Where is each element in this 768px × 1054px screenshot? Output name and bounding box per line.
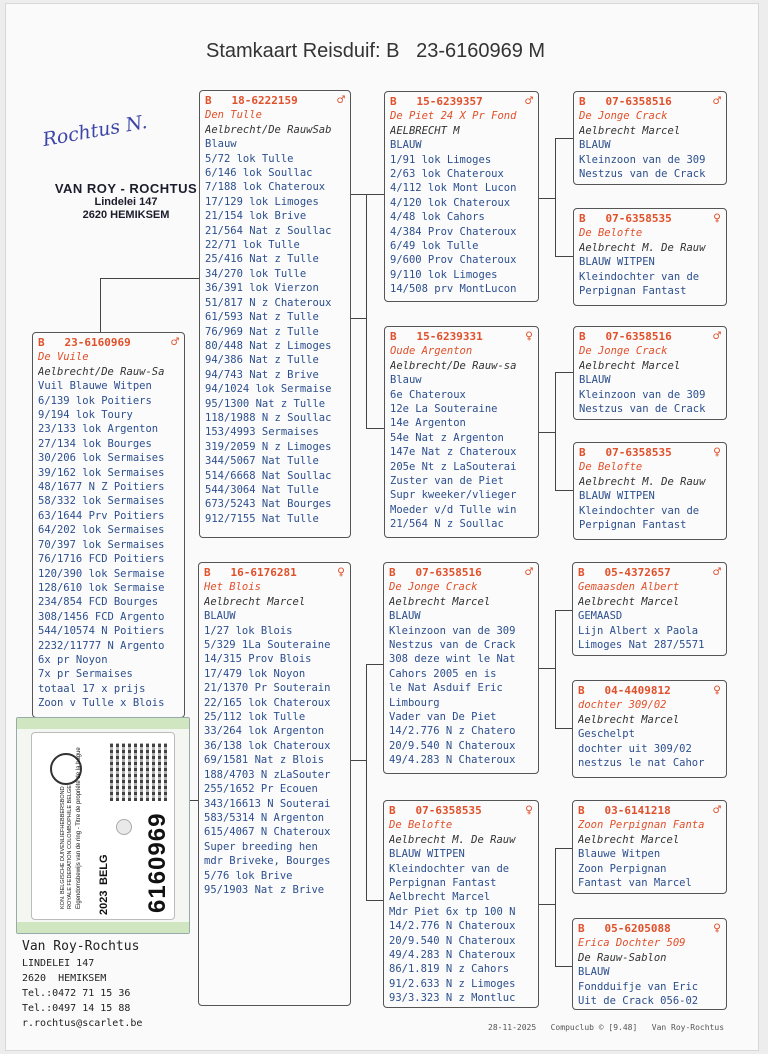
pigeon-detail-line: 12e La Souteraine [390, 403, 498, 416]
ring-code: B 07-6358516 [579, 95, 672, 108]
pigeon-detail-line: 17/479 lok Noyon [204, 667, 306, 680]
page-title: Stamkaart Reisduif: B 23-6160969 M [206, 40, 546, 62]
pigeon-detail-line: 514/6668 Nat Soullac [205, 469, 332, 482]
pigeon-detail-line: 63/1644 Prv Poitiers [38, 509, 165, 522]
pigeon-detail-line: 64/202 lok Sermaises [38, 524, 165, 537]
pigeon-detail-line: 21/1370 Pr Souterain [204, 682, 331, 695]
ring-code: B 07-6358535 [579, 212, 672, 225]
pigeon-detail-line: 76/1716 FCD Poitiers [38, 553, 165, 566]
ring-code: B 05-4372657 [578, 566, 671, 579]
pigeon-detail-line: 128/610 lok Sermaise [38, 581, 165, 594]
pigeon-detail-line: 4/384 Prov Chateroux [390, 225, 517, 238]
pigeon-detail-line: 7/188 lok Chateroux [205, 181, 326, 194]
ring-card-inner [31, 732, 175, 920]
sex-icon: ♀ [713, 683, 721, 698]
pigeon-detail-line: 583/5314 N Argenton [204, 811, 325, 824]
card-green-band [17, 922, 189, 933]
sex-icon: ♂ [713, 329, 721, 344]
pigeon-detail-line: 2232/11777 N Argento [38, 639, 165, 652]
pigeon-detail-line: 6e Chateroux [390, 388, 466, 401]
connector-line [555, 490, 573, 491]
sex-icon: ♂ [525, 565, 533, 580]
ring-code-header [578, 566, 721, 580]
pigeon-name: Erica Dochter 509 [578, 937, 686, 950]
pigeon-detail-line: 61/593 Nat z Tulle [205, 311, 319, 324]
ring-code: B 07-6358516 [579, 330, 672, 343]
sex-icon: ♀ [713, 445, 721, 460]
pigeon-detail-line: Kleinzoon van de 309 [389, 624, 516, 637]
pigeon-detail-line: Aelbrecht Marcel [389, 891, 491, 904]
pigeon-detail-line: 2/63 lok Chateroux [390, 168, 504, 181]
pigeon-detail-line: le Nat Asduif Eric [389, 682, 503, 695]
pigeon-detail-line: Blauwe Witpen [578, 848, 661, 861]
connector-line [366, 664, 367, 900]
pedigree-card-maternal-grandmother [383, 800, 539, 1008]
pigeon-detail-line: 22/71 lok Tulle [205, 239, 300, 252]
pigeon-name: De Piet 24 X Pr Fond [390, 110, 517, 123]
pedigree-card-paternal-grandmother [384, 326, 539, 538]
connector-line [555, 138, 556, 256]
breeder-phone-2: Tel.:0497 14 15 88 [22, 1003, 131, 1014]
connector-line [555, 848, 573, 849]
pigeon-detail-line: 5/329 1La Souteraine [204, 639, 331, 652]
ring-code: B 05-6205088 [578, 922, 671, 935]
sex-icon: ♂ [713, 565, 721, 580]
sex-icon: ♀ [525, 329, 533, 344]
ownership-text: Eigendomsbewijs van de ring - Titre de propriété de la bague [76, 747, 82, 909]
pigeon-detail-line: GEMAASD [578, 610, 623, 623]
pedigree-card-father [199, 90, 351, 538]
pigeon-detail-line: 51/817 N z Chateroux [205, 296, 332, 309]
pigeon-detail-line: 54e Nat z Argenton [390, 431, 504, 444]
connector-line [555, 138, 573, 139]
stamp-line-1: VAN ROY - ROCHTUS [54, 181, 198, 196]
pigeon-detail-line: 673/5243 Nat Bourges [205, 498, 332, 511]
pedigree-card-ggp-6 [572, 680, 727, 778]
pigeon-detail-line: Kleinzoon van de 309 [579, 153, 706, 166]
pigeon-detail-line: 9/600 Prov Chateroux [390, 254, 517, 267]
pigeon-detail-line: 308/1456 FCD Argento [38, 610, 165, 623]
pigeon-detail-line: 153/4993 Sermaises [205, 426, 319, 439]
sex-icon: ♀ [337, 565, 345, 580]
pedigree-card-ggp-8 [572, 918, 727, 1010]
pigeon-detail-line: 6/49 lok Tulle [390, 240, 479, 253]
pigeon-detail-line: Vader van De Piet [389, 711, 497, 724]
sex-icon: ♂ [171, 335, 179, 350]
pedigree-card-ggp-1 [573, 91, 727, 185]
pigeon-detail-line: 25/416 Nat z Tulle [205, 253, 319, 266]
pigeon-name: De Jonge Crack [579, 110, 668, 123]
pedigree-card-ggp-2 [573, 208, 727, 306]
pigeon-detail-line: 319/2059 N z Limoges [205, 440, 332, 453]
pigeon-detail-line: Limbourg [389, 696, 440, 709]
pigeon-detail-line: 36/138 lok Chateroux [204, 739, 331, 752]
print-footer: 28-11-2025 Compuclub © [9.48] Van Roy-Rochtus [488, 1023, 725, 1032]
pigeon-detail-line: Super breeding hen [204, 840, 318, 853]
pedigree-card-paternal-grandfather [384, 91, 539, 302]
ring-code: B 04-4409812 [578, 684, 671, 697]
sex-icon: ♀ [713, 211, 721, 226]
pigeon-detail-line: 70/397 lok Sermaises [38, 538, 165, 551]
ring-ownership-card [16, 717, 190, 934]
pigeon-detail-line: 20/9.540 N Chateroux [389, 934, 516, 947]
pigeon-name: De Belofte [579, 461, 643, 474]
ring-code-header [389, 566, 533, 580]
pigeon-detail-line: 91/2.633 N z Limoges [389, 977, 516, 990]
pigeon-detail-line: Blauw [390, 374, 422, 387]
pigeon-detail-line: 36/391 lok Vierzon [205, 282, 319, 295]
pigeon-detail-line: 344/5067 Nat Tulle [205, 455, 319, 468]
connector-line [555, 848, 556, 966]
pigeon-detail-line: 80/448 Nat z Limoges [205, 339, 332, 352]
pigeon-detail-line: 14/508 prv MontLucon [390, 283, 517, 296]
pigeon-owner: Aelbrecht/De Rauw-Sa [38, 365, 165, 378]
connector-line [350, 194, 367, 195]
breeder-name: Van Roy-Rochtus [22, 939, 140, 954]
pigeon-owner: Aelbrecht M. De Rauw [389, 833, 516, 846]
pigeon-detail-line: 86/1.819 N z Cahors [389, 963, 510, 976]
pigeon-detail-line: Moeder v/d Tulle win [390, 503, 517, 516]
ring-code-header [38, 336, 179, 350]
breeder-street: LINDELEI 147 [22, 958, 95, 969]
ring-code: B 23-6160969 [38, 336, 131, 349]
pigeon-detail-line: 95/1300 Nat z Tulle [205, 397, 326, 410]
connector-line [366, 318, 367, 428]
pigeon-detail-line: 205e Nt z LaSouterai [390, 460, 517, 473]
pigeon-owner: Aelbrecht M. De Rauw [579, 475, 706, 488]
pigeon-detail-line: Zoon v Tulle x Blois [38, 697, 165, 710]
pigeon-detail-line: 912/7155 Nat Tulle [205, 512, 319, 525]
pigeon-detail-line: Cahors 2005 en is [389, 667, 497, 680]
pigeon-detail-line: 234/854 FCD Bourges [38, 596, 159, 609]
breeder-phone-1: Tel.:0472 71 15 36 [22, 988, 131, 999]
pigeon-detail-line: Uit de Crack 056-02 [578, 995, 699, 1008]
pigeon-name: De Belofte [389, 819, 453, 832]
pigeon-detail-line: 27/134 lok Bourges [38, 437, 152, 450]
pigeon-detail-line: 5/72 lok Tulle [205, 152, 294, 165]
connector-line [366, 900, 384, 901]
pigeon-detail-line: Perpignan Fantast [579, 285, 687, 298]
pigeon-detail-line: 21/154 lok Brive [205, 210, 307, 223]
stamp-line-2: Lindelei 147 [94, 196, 158, 208]
ring-code-header [579, 330, 721, 344]
pigeon-detail-line: Supr kweeker/vlieger [390, 489, 517, 502]
pigeon-name: Den Tulle [205, 109, 262, 122]
connector-line [555, 610, 573, 611]
pigeon-detail-line: 5/76 lok Brive [204, 869, 293, 882]
pigeon-detail-line: Blauw [205, 138, 237, 151]
connector-line [555, 966, 573, 967]
sex-icon: ♂ [337, 93, 345, 108]
pigeon-detail-line: 14e Argenton [390, 417, 466, 430]
pigeon-detail-line: 544/10574 N Poitiers [38, 625, 165, 638]
pigeon-owner: Aelbrecht Marcel [579, 124, 681, 137]
pigeon-detail-line: 34/270 lok Tulle [205, 267, 307, 280]
pigeon-detail-line: 9/194 lok Toury [38, 409, 133, 422]
pigeon-detail-line: 94/386 Nat z Tulle [205, 354, 319, 367]
pedigree-card-mother [198, 562, 351, 1006]
pigeon-owner: Aelbrecht M. De Rauw [579, 241, 706, 254]
pigeon-detail-line: 118/1988 N z Soullac [205, 411, 332, 424]
ring-code-header [205, 94, 345, 108]
ring-number: 6160969 [144, 812, 171, 913]
breeder-contact [22, 938, 142, 1031]
connector-line [350, 760, 367, 761]
pigeon-detail-line: Zuster van de Piet [390, 475, 504, 488]
pigeon-detail-line: 343/16613 N Souterai [204, 797, 331, 810]
pigeon-detail-line: totaal 17 x prijs [38, 682, 146, 695]
pigeon-detail-line: 615/4067 N Chateroux [204, 826, 331, 839]
pigeon-detail-line: Fondduifje van Eric [578, 980, 699, 993]
pigeon-detail-line: 95/1903 Nat z Brive [204, 883, 325, 896]
pigeon-detail-line: mdr Briveke, Bourges [204, 855, 331, 868]
pigeon-owner: Aelbrecht Marcel [389, 595, 491, 608]
pigeon-name: Gemaasden Albert [578, 581, 680, 594]
pigeon-detail-line: 94/1024 lok Sermaise [205, 383, 332, 396]
ring-code: B 07-6358535 [389, 804, 482, 817]
pigeon-owner: Aelbrecht Marcel [578, 595, 680, 608]
pigeon-detail-line: 120/390 lok Sermaise [38, 567, 165, 580]
pigeon-detail-line: Perpignan Fantast [389, 877, 497, 890]
pigeon-detail-line: 14/2.776 N z Chatero [389, 725, 516, 738]
connector-line [100, 278, 101, 332]
pigeon-detail-line: 69/1581 Nat z Blois [204, 754, 325, 767]
pigeon-detail-line: 20/9.540 N Chateroux [389, 739, 516, 752]
pigeon-detail-line: nestzus le nat Cahor [578, 757, 705, 770]
ring-country: BELG [98, 854, 110, 885]
stamp-line-3: 2620 HEMIKSEM [82, 209, 170, 221]
pigeon-detail-line: BLAUW WITPEN [389, 848, 465, 861]
pigeon-owner: Aelbrecht/De RauwSab [205, 123, 332, 136]
sex-icon: ♂ [713, 803, 721, 818]
pigeon-detail-line: 6/146 lok Soullac [205, 167, 313, 180]
connector-line [350, 318, 367, 319]
pigeon-name: De Jonge Crack [579, 345, 668, 358]
connector-line [538, 904, 556, 905]
pigeon-detail-line: Kleinzoon van de 309 [579, 388, 706, 401]
ring-code-header [390, 95, 533, 109]
pigeon-detail-line: Zoon Perpignan [578, 862, 667, 875]
pigeon-detail-line: BLAUW [579, 139, 611, 152]
pigeon-detail-line: 147e Nat z Chateroux [390, 446, 517, 459]
pigeon-detail-line: 255/1652 Pr Ecouen [204, 783, 318, 796]
ring-code-header [204, 566, 345, 580]
pigeon-detail-line: 94/743 Nat z Brive [205, 368, 319, 381]
ring-code: B 18-6222159 [205, 94, 298, 107]
qr-code-overlay [110, 743, 168, 801]
ring-code: B 03-6141218 [578, 804, 671, 817]
pigeon-detail-line: Mdr Piet 6x tp 100 N [389, 905, 516, 918]
sex-icon: ♂ [525, 94, 533, 109]
pigeon-detail-line: 33/264 lok Argenton [204, 725, 325, 738]
pigeon-detail-line: 6x pr Noyon [38, 653, 108, 666]
pigeon-owner: Aelbrecht Marcel [578, 713, 680, 726]
pigeon-detail-line: Nestzus van de Crack [579, 403, 706, 416]
pigeon-detail-line: 1/91 lok Limoges [390, 153, 492, 166]
handwritten-signature: Rochtus N. [40, 110, 149, 152]
pigeon-detail-line: BLAUW [204, 610, 236, 623]
ring-code: B 16-6176281 [204, 566, 297, 579]
federation-text-nl: KON. BELGISCHE DUIVENLIEFHEBBERSBOND [60, 786, 66, 909]
pigeon-detail-line: Kleindochter van de [389, 862, 510, 875]
pigeon-detail-line: Lijn Albert x Paola [578, 624, 699, 637]
pigeon-detail-line: dochter uit 309/02 [578, 742, 692, 755]
pigeon-owner: Aelbrecht Marcel [579, 359, 681, 372]
pigeon-detail-line: 21/564 N z Soullac [390, 518, 504, 531]
sex-icon: ♀ [525, 803, 533, 818]
pigeon-detail-line: 1/27 lok Blois [204, 624, 293, 637]
connector-line [538, 198, 556, 199]
pigeon-name: De Vuile [38, 351, 89, 364]
pigeon-detail-line: 4/48 lok Cahors [390, 211, 485, 224]
pigeon-owner: Aelbrecht Marcel [204, 595, 306, 608]
pigeon-detail-line: 58/332 lok Sermaises [38, 495, 165, 508]
pigeon-detail-line: 93/3.323 N z Montluc [389, 992, 516, 1005]
pedigree-card-ggp-4 [573, 442, 727, 540]
pigeon-detail-line: BLAUW [390, 139, 422, 152]
connector-line [538, 668, 556, 669]
pigeon-detail-line: 30/206 lok Sermaises [38, 452, 165, 465]
pigeon-detail-line: 17/129 lok Limoges [205, 195, 319, 208]
ring-code-header [579, 212, 721, 226]
ring-code-header [579, 95, 721, 109]
pigeon-detail-line: BLAUW [579, 374, 611, 387]
card-green-band [17, 718, 189, 729]
pigeon-detail-line: 25/112 lok Tulle [204, 711, 306, 724]
pigeon-owner: AELBRECHT M [390, 124, 460, 137]
pigeon-detail-line: 22/165 lok Chateroux [204, 696, 331, 709]
pigeon-detail-line: 23/133 lok Argenton [38, 423, 159, 436]
connector-line [555, 372, 573, 373]
pigeon-name: De Belofte [579, 227, 643, 240]
pigeon-owner: De Rauw-Sablon [578, 951, 667, 964]
ring-code-header [578, 684, 721, 698]
pigeon-owner: Aelbrecht Marcel [578, 833, 680, 846]
sex-icon: ♀ [713, 921, 721, 936]
pigeon-detail-line: BLAUW WITPEN [579, 256, 655, 269]
ring-year: 2023 [98, 890, 110, 915]
pigeon-detail-line: BLAUW [578, 966, 610, 979]
connector-line [555, 728, 573, 729]
pigeon-detail-line: BLAUW [389, 610, 421, 623]
pigeon-name: Zoon Perpignan Fanta [578, 819, 705, 832]
pigeon-detail-line: Perpignan Fantast [579, 519, 687, 532]
card-punch-hole [116, 819, 132, 835]
connector-line [555, 372, 556, 490]
sex-icon: ♂ [713, 94, 721, 109]
ring-code-header [389, 804, 533, 818]
pigeon-detail-line: Geschelpt [578, 728, 635, 741]
pedigree-card-maternal-grandfather [383, 562, 539, 774]
pigeon-detail-line: Kleindochter van de [579, 270, 700, 283]
ring-code-header [578, 804, 721, 818]
pigeon-detail-line: 4/120 lok Chateroux [390, 196, 511, 209]
pigeon-name: dochter 309/02 [578, 699, 667, 712]
ring-code-header [578, 922, 721, 936]
pigeon-detail-line: Vuil Blauwe Witpen [38, 380, 152, 393]
connector-line [555, 256, 573, 257]
pigeon-name: De Jonge Crack [389, 581, 478, 594]
connector-line [366, 194, 384, 195]
pigeon-detail-line: Nestzus van de Crack [389, 639, 516, 652]
pigeon-name: Het Blois [204, 581, 261, 594]
breeder-city: 2620 HEMIKSEM [22, 973, 107, 984]
pigeon-detail-line: 48/1677 N Z Poitiers [38, 481, 165, 494]
pigeon-detail-line: 49/4.283 N Chateroux [389, 949, 516, 962]
pigeon-detail-line: BLAUW WITPEN [579, 490, 655, 503]
breeder-stamp [46, 181, 206, 222]
ring-code: B 15-6239331 [390, 330, 483, 343]
pigeon-detail-line: Kleindochter van de [579, 504, 700, 517]
pigeon-detail-line: 14/315 Prov Blois [204, 653, 312, 666]
pigeon-detail-line: 39/162 lok Sermaises [38, 466, 165, 479]
pedigree-card-ggp-7 [572, 800, 727, 894]
pedigree-card-ggp-5 [572, 562, 727, 656]
pigeon-detail-line: 49/4.283 N Chateroux [389, 754, 516, 767]
pigeon-name: Oude Argenton [390, 345, 473, 358]
breeder-email: r.rochtus@scarlet.be [22, 1018, 143, 1029]
connector-line [555, 610, 556, 728]
connector-line [366, 194, 367, 319]
connector-line [366, 428, 384, 429]
pedigree-card-subject [32, 332, 185, 718]
pigeon-detail-line: 76/969 Nat z Tulle [205, 325, 319, 338]
pigeon-detail-line: 9/110 lok Limoges [390, 268, 498, 281]
pedigree-card-ggp-3 [573, 326, 727, 420]
ring-code: B 15-6239357 [390, 95, 483, 108]
ring-code-header [579, 446, 721, 460]
pigeon-detail-line: 188/4703 N zLaSouter [204, 768, 331, 781]
pigeon-detail-line: 7x pr Sermaises [38, 668, 133, 681]
connector-line [538, 432, 556, 433]
ring-code-header [390, 330, 533, 344]
federation-text-fr: ROYALE FEDERATION COLOMBOPHILE BELGE [67, 785, 73, 909]
pigeon-detail-line: Nestzus van de Crack [579, 168, 706, 181]
ring-code: B 07-6358535 [579, 446, 672, 459]
pigeon-detail-line: Fantast van Marcel [578, 877, 692, 890]
pigeon-detail-line: 6/139 lok Poitiers [38, 394, 152, 407]
connector-line [366, 664, 384, 665]
pigeon-detail-line: 544/3064 Nat Tulle [205, 483, 319, 496]
pigeon-detail-line: 21/564 Nat z Soullac [205, 224, 332, 237]
pigeon-owner: Aelbrecht/De Rauw-sa [390, 359, 517, 372]
pigeon-detail-line: 308 deze wint le Nat [389, 653, 516, 666]
pigeon-detail-line: 4/112 lok Mont Lucon [390, 182, 517, 195]
pigeon-detail-line: Limoges Nat 287/5571 [578, 639, 705, 652]
connector-line [100, 278, 200, 279]
pigeon-detail-line: 14/2.776 N Chateroux [389, 920, 516, 933]
ring-code: B 07-6358516 [389, 566, 482, 579]
